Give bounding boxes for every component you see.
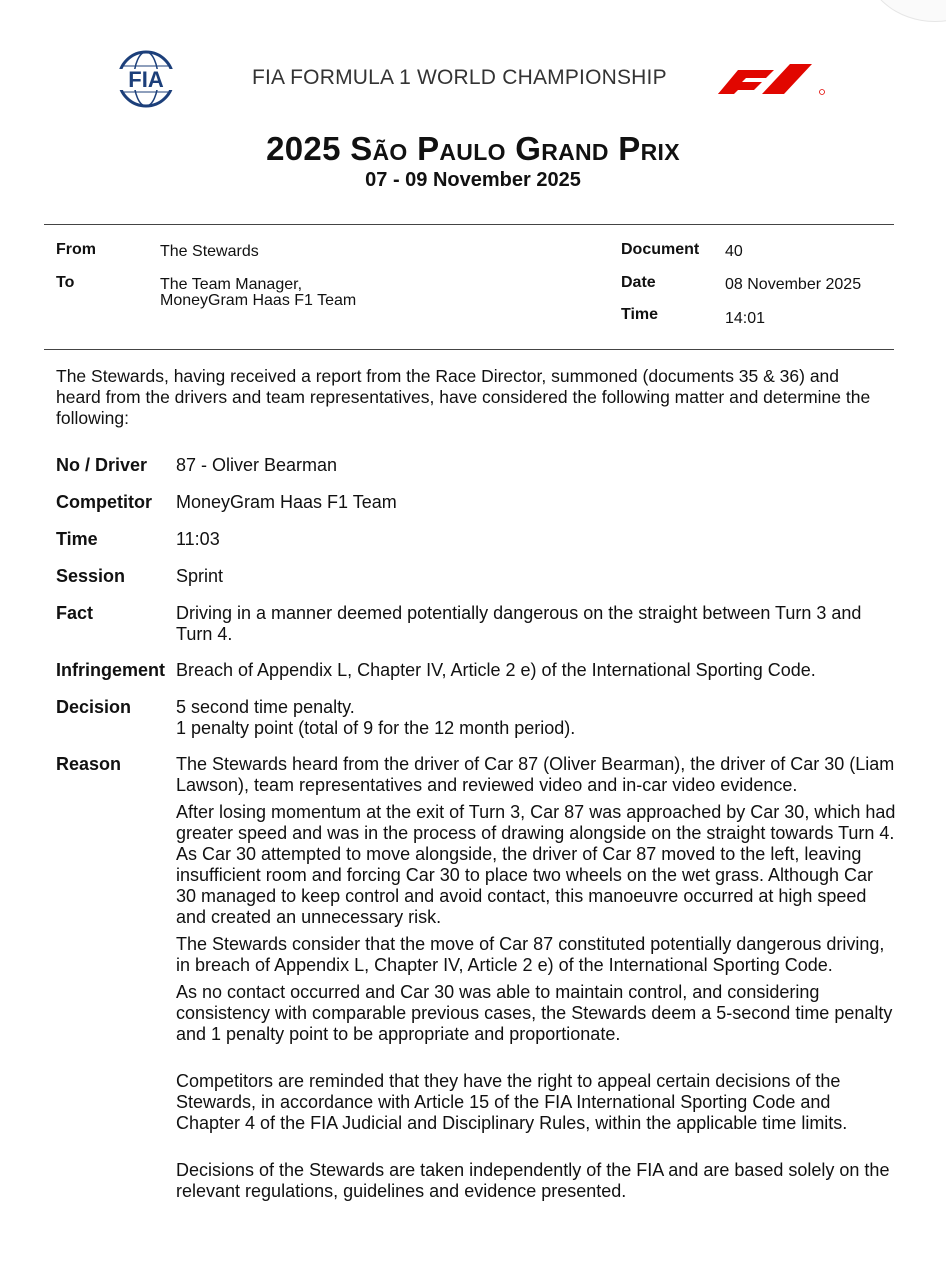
fia-logo (106, 50, 186, 108)
reason-paragraph: The Stewards consider that the move of Car 87 constituted potentially dangerous driving, in breach of Appendix L, Chapter IV, Article 2 e) of the International Sporting Code. (176, 934, 885, 975)
incident-time-label: Time (56, 529, 98, 549)
reason-body (176, 754, 896, 1208)
fact-label: Fact (56, 603, 94, 623)
time-label: Time (621, 306, 659, 323)
incident-time-value: 11:03 (176, 529, 220, 549)
decision-label: Decision (56, 697, 132, 717)
competitor-label: Competitor (56, 492, 152, 512)
date-value: 08 November 2025 (725, 276, 862, 293)
fact-value: Driving in a manner deemed potentially dangerous on the straight between Turn 3 and Turn 4. (176, 603, 862, 644)
decision-value (176, 697, 896, 739)
competitor-value: MoneyGram Haas F1 Team (176, 492, 397, 512)
reason-label: Reason (56, 754, 122, 774)
from-label: From (56, 241, 96, 258)
driver-label: No / Driver (56, 455, 148, 475)
page-corner-decoration (864, 0, 946, 22)
date-label: Date (621, 274, 656, 291)
document-label: Document (621, 241, 700, 258)
to-value-line2: MoneyGram Haas F1 Team (160, 292, 357, 309)
time-value: 14:01 (725, 310, 766, 327)
appeal-note: Competitors are reminded that they have the right to appeal certain decisions of the Stewards, in accordance with Article 15 of the FIA International Sporting Code and Chapter 4 of the FIA Judicial and Disciplinary Rules, within the applicable time limits. (176, 1071, 848, 1133)
infringement-label: Infringement (56, 660, 166, 680)
from-value: The Stewards (160, 243, 259, 260)
header-divider-bottom (44, 349, 894, 350)
intro-paragraph: The Stewards, having received a report from the Race Director, summoned (documents 35 & 36) and heard from the drivers and team representatives, have considered the following matter and determine the following: (56, 366, 871, 428)
independence-note: Decisions of the Stewards are taken independently of the FIA and are based solely on the relevant regulations, guidelines and evidence presented. (176, 1160, 890, 1201)
session-value: Sprint (176, 566, 224, 586)
decision-line-1: 5 second time penalty. (176, 697, 355, 717)
driver-value: 87 - Oliver Bearman (176, 455, 338, 475)
to-value-line1: The Team Manager, (160, 276, 303, 293)
reason-paragraph: As no contact occurred and Car 30 was able to maintain control, and considering consistency with comparable previous cases, the Stewards deem a 5-second time penalty and 1 penalty point to be appropriate and proportionate. (176, 982, 893, 1044)
infringement-value: Breach of Appendix L, Chapter IV, Article 2 e) of the International Sporting Code. (176, 660, 816, 680)
decision-line-2: 1 penalty point (total of 9 for the 12 month period). (176, 718, 576, 738)
grand-prix-title: 2025 São Paulo Grand Prix (266, 130, 680, 167)
f1-logo (716, 62, 836, 96)
header-divider-top (44, 224, 894, 225)
to-label: To (56, 274, 75, 291)
reason-paragraph: The Stewards heard from the driver of Car 87 (Oliver Bearman), the driver of Car 30 (Liam Lawson), team representatives and reviewed video and in-car video evidence. (176, 754, 895, 795)
session-label: Session (56, 566, 126, 586)
event-dates: 07 - 09 November 2025 (365, 169, 581, 191)
document-number: 40 (725, 243, 743, 260)
championship-title: FIA FORMULA 1 WORLD CHAMPIONSHIP (252, 66, 667, 89)
reason-paragraph: After losing momentum at the exit of Turn 3, Car 87 was approached by Car 30, which had greater speed and was in the process of drawing alongside on the straight towards Turn 4. As Car 30 attempted to move alongside, the driver of Car 87 moved to the left, leaving insufficient room and forcing Car 30 to place two wheels on the wet grass. Although Car 30 managed to keep control and avoid contact, this manoeuvre occurred at high speed and created an unnecessary risk. (176, 802, 896, 927)
fia-logo-text: FIA (128, 67, 164, 92)
